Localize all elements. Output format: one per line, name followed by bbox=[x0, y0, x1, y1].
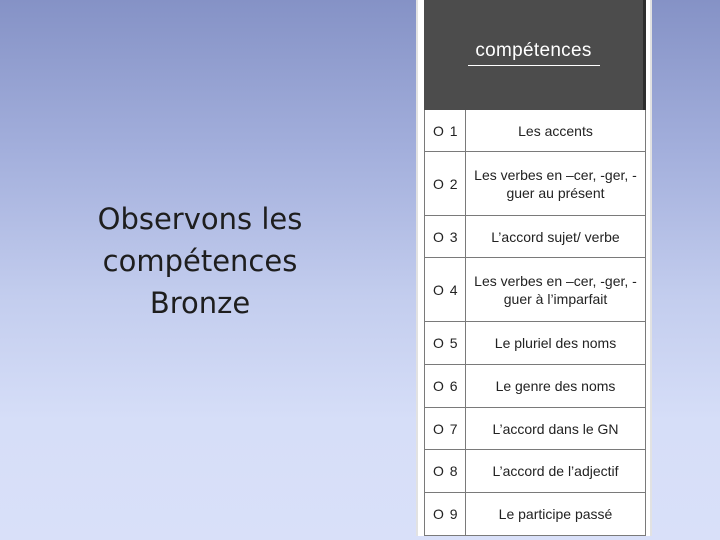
table-row bbox=[424, 408, 646, 450]
row-label: L’accord dans le GN bbox=[466, 408, 646, 449]
table-row bbox=[424, 365, 646, 408]
table-row bbox=[424, 322, 646, 365]
heading-line-3: Bronze bbox=[149, 286, 251, 320]
row-label: L’accord sujet/ verbe bbox=[466, 216, 646, 257]
row-code: O 1 bbox=[424, 110, 466, 151]
table-header bbox=[424, 0, 646, 110]
slide-heading bbox=[40, 198, 360, 324]
row-code: O 6 bbox=[424, 365, 466, 407]
heading-line-1: Observons les bbox=[97, 202, 303, 236]
row-code: O 2 bbox=[424, 152, 466, 215]
row-label: Le pluriel des noms bbox=[466, 322, 646, 364]
table-row bbox=[424, 152, 646, 216]
row-label: L’accord de l’adjectif bbox=[466, 450, 646, 492]
row-code: O 4 bbox=[424, 258, 466, 321]
row-code: O 3 bbox=[424, 216, 466, 257]
competences-table bbox=[418, 0, 650, 536]
row-label: Le genre des noms bbox=[466, 365, 646, 407]
row-code: O 8 bbox=[424, 450, 466, 492]
row-code: O 9 bbox=[424, 493, 466, 535]
row-label: Le participe passé bbox=[466, 493, 646, 535]
row-label: Les verbes en –cer, -ger, -guer au présent bbox=[466, 152, 646, 215]
table-row bbox=[424, 450, 646, 493]
table-body bbox=[424, 110, 646, 536]
heading-line-2: compétences bbox=[102, 244, 298, 278]
row-label: Les accents bbox=[466, 110, 646, 151]
table-row bbox=[424, 110, 646, 152]
table-row bbox=[424, 258, 646, 322]
table-row bbox=[424, 493, 646, 536]
row-code: O 7 bbox=[424, 408, 466, 449]
row-code: O 5 bbox=[424, 322, 466, 364]
table-header-title: compétences bbox=[424, 40, 643, 66]
table-row bbox=[424, 216, 646, 258]
row-label: Les verbes en –cer, -ger, -guer à l’imparfait bbox=[466, 258, 646, 321]
